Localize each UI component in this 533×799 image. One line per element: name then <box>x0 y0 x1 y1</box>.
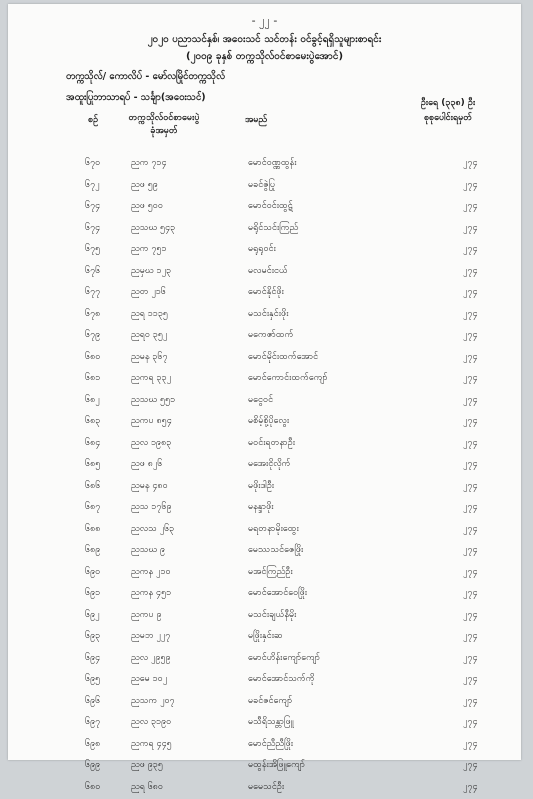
row-serial-no: ၆၈၉ <box>85 544 100 557</box>
row-student-name: မောင်ကောင်းထက်ကျော် <box>248 372 328 385</box>
table-row <box>8 713 521 735</box>
table-row <box>8 649 521 671</box>
row-exam-roll: ညမန ၃၆၇ <box>131 351 168 364</box>
row-exam-roll: ညမန ၄၈၀ <box>131 480 168 493</box>
row-total: ၂၇၄ <box>463 609 478 622</box>
row-student-name: မခင်ဇင်ကျော် <box>248 695 292 708</box>
row-student-name: မောင်အောင်ဝေဖြိုး <box>248 587 307 600</box>
table-row <box>8 735 521 757</box>
row-serial-no: ၆၉၉ <box>85 759 100 772</box>
table-row <box>8 348 521 370</box>
row-exam-roll: ညလ ၃၁၉၀ <box>131 716 171 729</box>
row-serial-no: ၆၉၈ <box>85 738 100 751</box>
row-exam-roll: ညဖ ၅၀၀ <box>131 200 163 213</box>
row-total: ၂၇၄ <box>463 738 478 751</box>
row-total: ၂၇၄ <box>463 781 478 794</box>
row-student-name: မထွန်းအိဖြူကျော် <box>248 759 305 772</box>
table-row <box>8 670 521 692</box>
row-total: ၂၇၄ <box>463 630 478 643</box>
row-exam-roll: ညရ ၆၈၀ <box>131 781 163 794</box>
row-student-name: မမေသင်ဦး <box>248 781 284 794</box>
row-serial-no: ၆၉၃ <box>85 630 100 643</box>
row-total: ၂၇၄ <box>463 501 478 514</box>
document-subtitle: (၂၀၀၉ ခုနှစ် တက္ကသိုလ်ဝင်စာမေးပွဲအောင်) <box>8 49 521 64</box>
row-student-name: မစိမ့်စို့ပိုလွေး <box>248 415 289 428</box>
table-row <box>8 197 521 219</box>
row-exam-roll: ညမေ ၁၀၂ <box>131 673 167 686</box>
row-total: ၂၇၄ <box>463 222 478 235</box>
header-exam-roll-line1: တက္ကသိုလ်ဝင်စာမေးပွဲ <box>123 112 205 125</box>
row-student-name: မောင်မိုင်းထက်အောင် <box>248 351 318 364</box>
row-exam-roll: ညမဘ ၂၂၇ <box>131 630 170 643</box>
row-student-name: မအေးငိုလိုက် <box>248 458 290 471</box>
row-total: ၂၇၄ <box>463 308 478 321</box>
row-student-name: မခင်ဇွဲပြု <box>248 179 275 192</box>
row-total: ၂၇၄ <box>463 179 478 192</box>
table-row <box>8 305 521 327</box>
table-row <box>8 477 521 499</box>
row-student-name: မောင်ဝင်းထွဋ် <box>248 200 293 213</box>
row-exam-roll: ညကပ ၈၅၄ <box>131 415 172 428</box>
row-total: ၂၇၄ <box>463 458 478 471</box>
row-total: ၂၇၄ <box>463 415 478 428</box>
table-row <box>8 412 521 434</box>
table-row <box>8 627 521 649</box>
table-row <box>8 154 521 176</box>
table-row <box>8 692 521 714</box>
document-page <box>8 4 521 760</box>
row-serial-no: ၆၉၅ <box>85 673 100 686</box>
row-serial-no: ၆၇၆ <box>85 265 100 278</box>
row-exam-roll: ညတ ၂၁၆ <box>131 286 166 299</box>
row-total: ၂၇၄ <box>463 329 478 342</box>
row-total: ၂၇၄ <box>463 243 478 256</box>
row-serial-no: ၆၇၅ <box>85 243 100 256</box>
row-student-name: မကေဇာ်ထက် <box>248 329 293 342</box>
row-serial-no: ၆၉၆ <box>85 695 100 708</box>
table-row <box>8 219 521 241</box>
table-row <box>8 434 521 456</box>
row-student-name: မသင်းချယ်နီမိုး <box>248 609 296 622</box>
row-total: ၂၇၄ <box>463 652 478 665</box>
table-row <box>8 498 521 520</box>
student-list <box>8 154 521 799</box>
row-exam-roll: ညသဃ ၅၄၃ <box>131 222 175 235</box>
row-serial-no: ၆၈၇ <box>85 501 100 514</box>
header-exam-roll-line2: ခုံအမှတ် <box>123 125 205 138</box>
row-exam-roll: ညသက ၂၀၇ <box>131 695 175 708</box>
row-student-name: မသီရိသန္တာဖြူ <box>248 716 293 729</box>
row-total: ၂၇၄ <box>463 673 478 686</box>
row-total: ၂၇၄ <box>463 394 478 407</box>
row-serial-no: ၆၉၂ <box>85 609 100 622</box>
row-total: ၂၇၄ <box>463 157 478 170</box>
row-student-name: မောင်ဝဏ္ဏထွန်း <box>248 157 297 170</box>
row-total: ၂၇၄ <box>463 695 478 708</box>
row-total: ၂၇၄ <box>463 480 478 493</box>
row-student-name: မရိုင်သင်းကြည် <box>248 222 298 235</box>
row-total: ၂၇၄ <box>463 544 478 557</box>
row-serial-no: ၆၈၈ <box>85 523 100 536</box>
row-exam-roll: ညရ ၁၁၃၅ <box>131 308 168 321</box>
row-serial-no: ၆၇၈ <box>85 308 100 321</box>
header-exam-roll <box>123 112 205 138</box>
row-serial-no: ၆၇၉ <box>85 329 100 342</box>
row-exam-roll: ညဖ ၉၃၅ <box>131 759 163 772</box>
row-total: ၂၇၄ <box>463 437 478 450</box>
row-exam-roll: ညကန ၂၁၀ <box>131 566 171 579</box>
row-exam-roll: ညသဃ ၉ <box>131 544 165 557</box>
table-row <box>8 391 521 413</box>
row-total: ၂၇၄ <box>463 372 478 385</box>
row-student-name: မနန္ဒာဖိုး <box>248 501 274 514</box>
row-student-name: မောင်ညီညီဖြိုး <box>248 738 293 751</box>
row-serial-no: ၆၉၄ <box>85 652 100 665</box>
row-exam-roll: ညကန ၄၅၁ <box>131 587 171 600</box>
row-serial-no: ၆၈၄ <box>85 437 100 450</box>
table-row <box>8 584 521 606</box>
row-serial-no: ၆၉၁ <box>85 587 100 600</box>
row-student-name: မောင်အောင်သက်ကို <box>248 673 315 686</box>
row-exam-roll: ညဖ ၅၉ <box>131 179 158 192</box>
row-serial-no: ၆၈၆ <box>85 480 100 493</box>
row-student-name: မဖြိုးနှင်းဆ <box>248 630 283 643</box>
row-serial-no: ၆၇၂ <box>85 179 100 192</box>
row-exam-roll: ညက ၇၁၄ <box>131 157 167 170</box>
row-student-name: မောင်နိုင်ဖိုး <box>248 286 284 299</box>
row-total: ၂၇၄ <box>463 351 478 364</box>
row-exam-roll: ညမှဃ ၁၂၃ <box>131 265 171 278</box>
row-exam-roll: ညကရ ၄၄၅ <box>131 738 172 751</box>
row-total: ၂၇၄ <box>463 716 478 729</box>
row-exam-roll: ညလသ ၂၆၃ <box>131 523 174 536</box>
table-row <box>8 541 521 563</box>
page-number: - ၂၂ - <box>8 14 521 30</box>
row-total: ၂၇၄ <box>463 587 478 600</box>
row-serial-no: ၆၇၀ <box>85 157 100 170</box>
row-exam-roll: ညကပ ၉ <box>131 609 162 622</box>
row-serial-no: ၆၈၀ <box>85 351 100 364</box>
header-total-line1: ဦးရေ (၃၃၈) ဦး <box>404 96 492 111</box>
row-exam-roll: ညလ ၂၉၅၉ <box>131 652 171 665</box>
row-total: ၂၇၄ <box>463 200 478 213</box>
row-exam-roll: ညသဃ ၅၅၁ <box>131 394 175 407</box>
table-row <box>8 520 521 542</box>
row-exam-roll: ညရ၀ ၃၅၂ <box>131 329 167 342</box>
row-serial-no: ၆၇၇ <box>85 286 100 299</box>
row-student-name: မေဿသင်ဇေဖြိုး <box>248 544 303 557</box>
row-student-name: မဖိုးဒါဦး <box>248 480 274 493</box>
row-exam-roll: ညဖ ၈၂၆ <box>131 458 162 471</box>
table-row <box>8 756 521 778</box>
table-row <box>8 283 521 305</box>
row-student-name: မရတနာမိုးထွေး <box>248 523 299 536</box>
table-row <box>8 262 521 284</box>
row-serial-no: ၆၉၇ <box>85 716 100 729</box>
row-exam-roll: ညလ ၁၉၈၃ <box>131 437 171 450</box>
row-total: ၂၇၄ <box>463 566 478 579</box>
row-exam-roll: ညသ ၁၇၆၉ <box>131 501 172 514</box>
row-serial-no: ၆၉၀ <box>85 566 100 579</box>
row-student-name: မောင်ဟိန်းကျော်ကျော် <box>248 652 320 665</box>
row-student-name: မရုရုဝင်း <box>248 243 276 256</box>
header-total <box>404 96 492 126</box>
document-title: ၂၀၂၀ ပညာသင်နှစ်၊ အဝေးသင် သင်တန်း ဝင်ခွင့်ရရှိသူများစာရင်း <box>8 32 521 47</box>
table-row <box>8 778 521 799</box>
row-student-name: မသင်းနှင်းဖိုး <box>248 308 288 321</box>
row-serial-no: ၆၈၂ <box>85 394 100 407</box>
row-total: ၂၇၄ <box>463 265 478 278</box>
header-serial-no: စဉ် <box>88 114 98 127</box>
row-exam-roll: ညက ၇၅၁ <box>131 243 167 256</box>
header-name: အမည် <box>245 114 267 127</box>
row-serial-no: ၆၈၁ <box>85 372 100 385</box>
row-serial-no: ၆၇၄ <box>85 200 100 213</box>
row-total: ၂၇၄ <box>463 523 478 536</box>
row-student-name: မဝင်းရတနာဦး <box>248 437 295 450</box>
row-total: ၂၇၄ <box>463 286 478 299</box>
table-row <box>8 176 521 198</box>
row-total: ၂၇၄ <box>463 759 478 772</box>
table-row <box>8 606 521 628</box>
row-student-name: မအင်ကြည်ဦး <box>248 566 293 579</box>
table-row <box>8 455 521 477</box>
header-total-line2: စုစုပေါင်းရမှတ် <box>404 111 492 126</box>
university-line: တက္ကသိုလ်/ ကောလိပ် - မော်လမြိုင်တက္ကသိုလ် <box>66 70 225 84</box>
row-student-name: မလမင်းငယ် <box>248 265 288 278</box>
row-serial-no: ၆၈၀ <box>85 781 100 794</box>
table-row <box>8 326 521 348</box>
row-student-name: မငွေဝင် <box>248 394 273 407</box>
table-row <box>8 240 521 262</box>
row-serial-no: ၆၈၅ <box>85 458 100 471</box>
row-exam-roll: ညကရ ၃၃၂ <box>131 372 171 385</box>
table-row <box>8 369 521 391</box>
row-serial-no: ၆၇၄ <box>85 222 100 235</box>
major-subject-line: အထူးပြုဘာသာရပ် - သင်္ချာ(အဝေးသင်) <box>66 91 206 105</box>
table-row <box>8 563 521 585</box>
row-serial-no: ၆၈၃ <box>85 415 100 428</box>
